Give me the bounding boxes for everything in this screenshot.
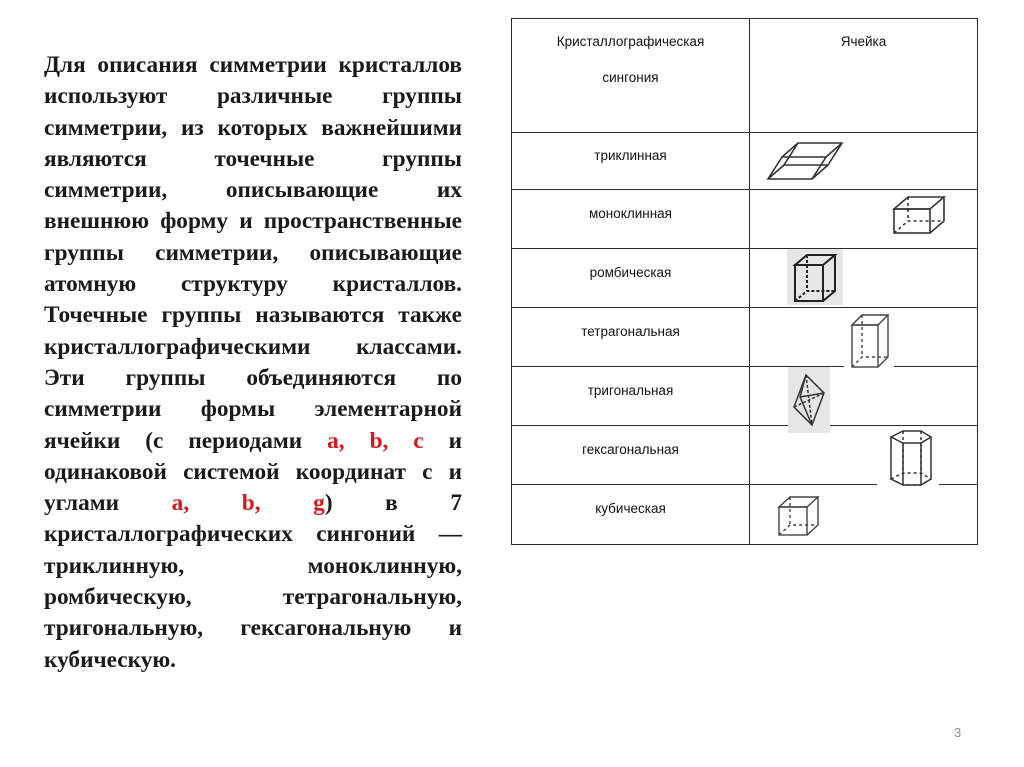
period-a: a, [327,427,345,454]
table-header [512,19,977,133]
period-b: b, [369,427,389,454]
row-label: тригональная [587,383,674,398]
header-cell: Ячейка [840,34,887,49]
angle-b: b, [241,490,261,517]
period-c: c [413,427,424,454]
row-label: тетрагональная [581,324,680,339]
row-label: моноклинная [589,206,672,221]
row-label: кубическая [595,501,666,516]
page-number: 3 [954,725,962,740]
orthorhombic-cell-icon [787,249,843,305]
hexagonal-cell-icon [877,427,939,495]
crystal-systems-table [511,18,978,545]
monoclinic-cell-icon [886,191,950,241]
paragraph-text: и одинаковой системой координат с и углами [44,427,463,517]
tetragonal-cell-icon [844,311,894,371]
table-row [512,308,977,366]
paragraph-text: ) в 7 кристаллографических сингоний — триклинную, моноклинную, ромбическую, тетрагональную, тригональную, гексагональную и кубическую. [44,490,463,673]
paragraph-text: Для описания симметрии кристаллов используют различные группы симметрии, из которых важнейшими являются точечные группы симметрии, описывающие их внешнюю форму и пространственные группы симметрии, описывающие атомную структуру кристаллов. Точечные группы называются также кристаллографическими классами. Эти группы объединяются по симметрии формы элементарной ячейки (с периодами [44,52,462,454]
table-row [512,249,977,307]
angle-g: g [313,490,325,517]
angle-a: a, [171,490,190,517]
triclinic-cell-icon [762,137,850,185]
trigonal-cell-icon [788,367,830,433]
row-label: триклинная [594,148,667,163]
row-label: гексагональная [582,442,679,457]
header-crystal-system: Кристаллографическая сингония [556,34,705,85]
row-label: ромбическая [589,265,672,280]
table-row [512,367,977,425]
body-paragraph [44,50,462,676]
cubic-cell-icon [774,493,822,539]
table-row [512,132,977,190]
